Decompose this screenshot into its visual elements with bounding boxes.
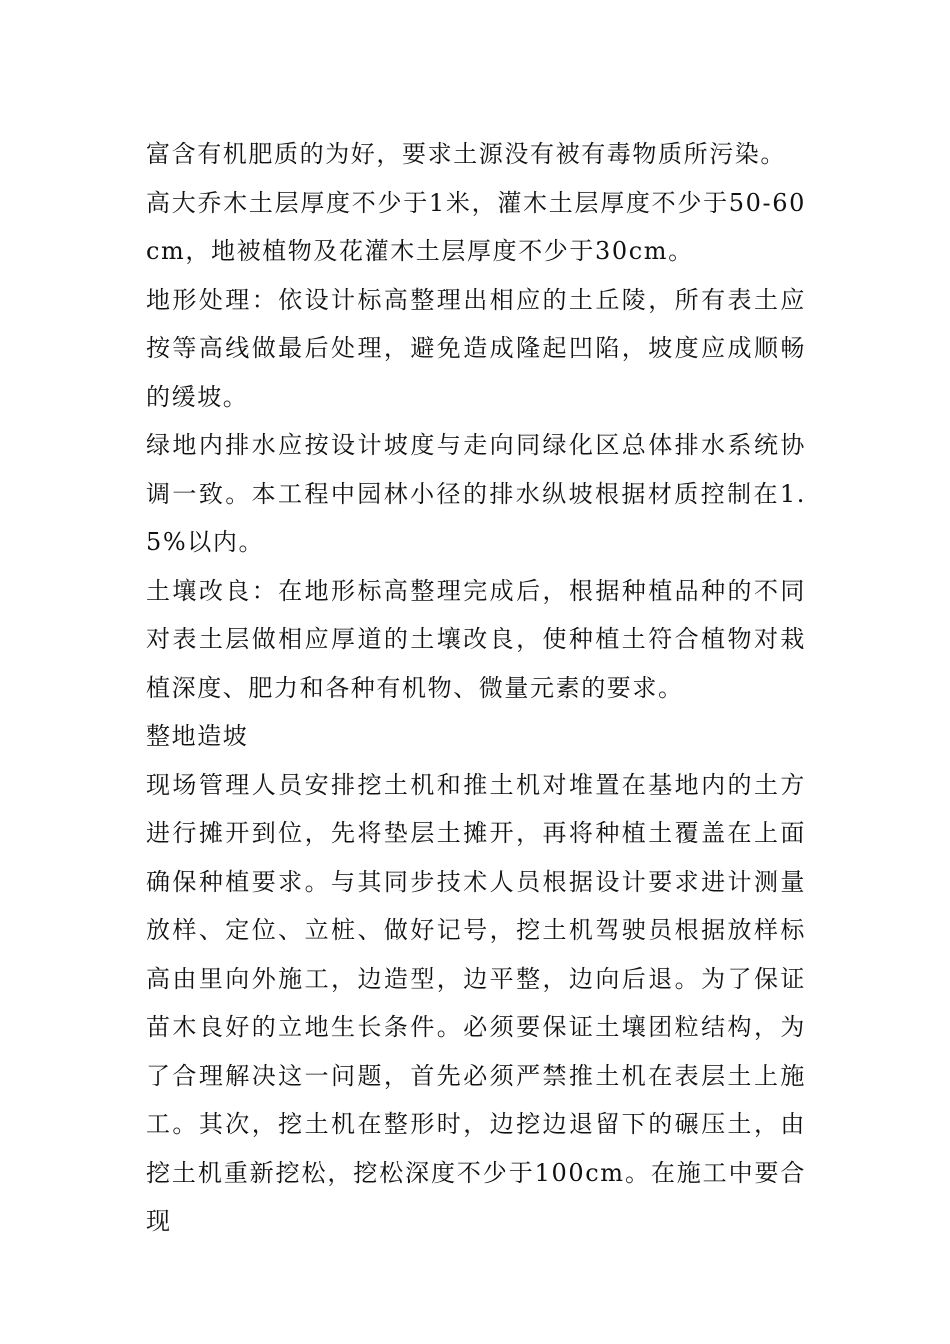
paragraph-soil-depth: 高大乔木土层厚度不少于1米，灌木土层厚度不少于50-60cm，地被植物及花灌木土层厚度不少于30cm。 [146,188,806,265]
paragraph-site-grading: 现场管理人员安排挖土机和推土机对堆置在基地内的土方进行摊开到位，先将垫层土摊开，再将种植土覆盖在上面确保种植要求。与其同步技术人员根据设计要求进计测量放样、定位、立桩、做好记号，挖土机驾驶员根据放样标高由里向外施工，边造型，边平整，边向后退。为了保证苗木良好的立地生长条件。必须要保证土壤团粒结构，为了合理解决这一问题，首先必须严禁推土机在表层土上施工。其次，挖土机在整形时，边挖边退留下的碾压土，由挖土机重新挖松，挖松深度不少于100cm。在施工中要合现 [146,770,806,1235]
paragraph-terrain-treatment: 地形处理：依设计标高整理出相应的土丘陵，所有表土应按等高线做最后处理，避免造成隆起凹陷，坡度应成顺畅的缓坡。 [146,285,806,411]
paragraph-soil-improvement: 土壤改良：在地形标高整理完成后，根据种植品种的不同对表土层做相应厚道的土壤改良，使种植土符合植物对栽植深度、肥力和各种有机物、微量元素的要求。 [146,576,806,702]
paragraph-drainage: 绿地内排水应按设计坡度与走向同绿化区总体排水系统协调一致。本工程中园林小径的排水纵坡根据材质控制在1.5%以内。 [146,431,806,556]
body-text [146,130,806,1246]
paragraph-soil-source: 富含有机肥质的为好，要求土源没有被有毒物质所污染。 [146,140,786,168]
section-heading-grading: 整地造坡 [146,722,249,750]
